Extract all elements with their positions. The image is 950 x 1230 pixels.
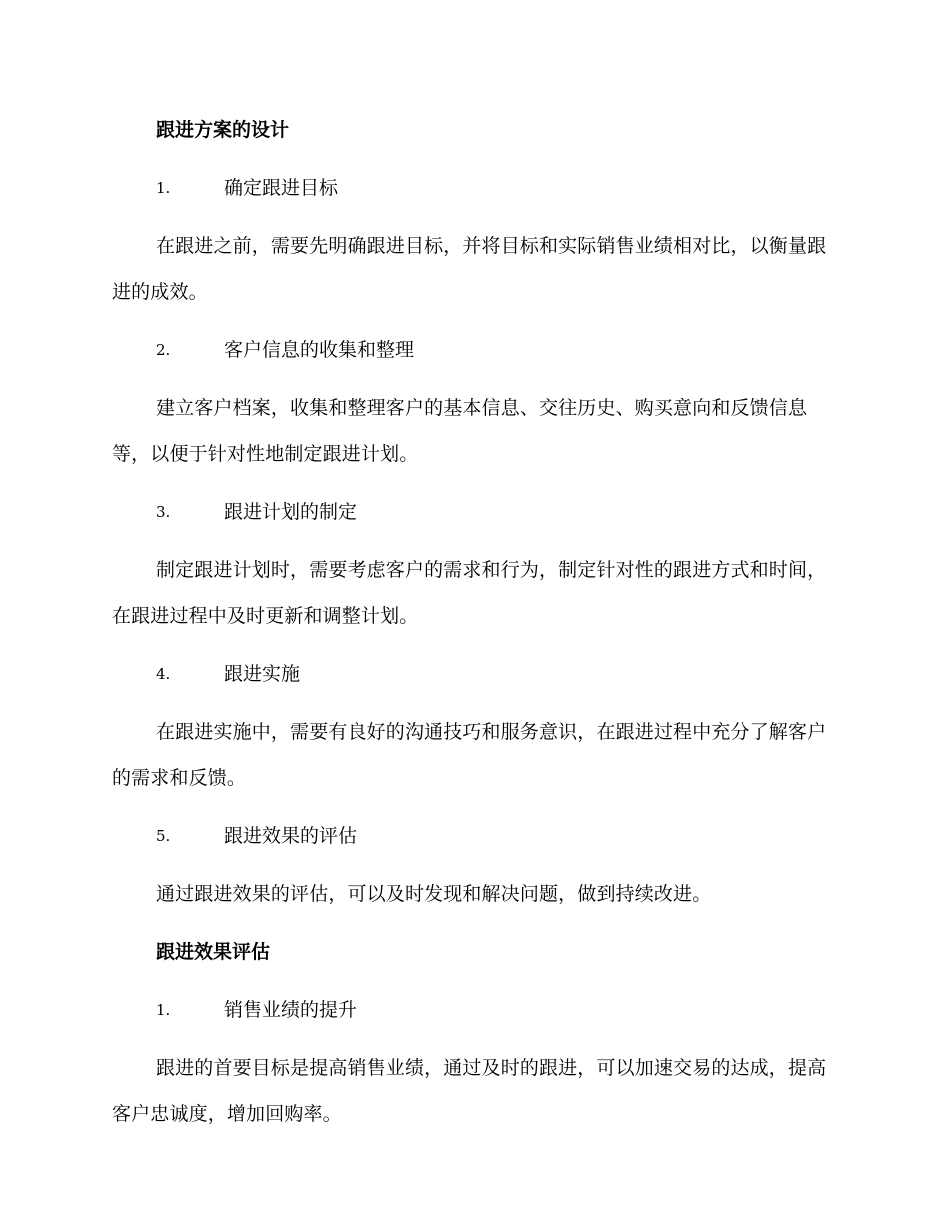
section-heading: 跟进方案的设计 (156, 119, 290, 141)
numbered-item (156, 498, 832, 526)
section-heading: 跟进效果评估 (156, 941, 271, 963)
item-number: 5. (156, 827, 171, 845)
item-title: 销售业绩的提升 (224, 999, 358, 1021)
paragraph: 建立客户档案，收集和整理客户的基本信息、交往历史、购买意向和反馈信息等，以便于针对性地制定跟进计划。 (112, 397, 808, 465)
item-number: 3. (156, 503, 171, 521)
paragraph: 通过跟进效果的评估，可以及时发现和解决问题，做到持续改进。 (156, 883, 712, 905)
item-number: 4. (156, 665, 171, 683)
item-number: 2. (156, 341, 171, 359)
numbered-item (156, 336, 832, 364)
document-body (112, 116, 832, 1158)
paragraph: 在跟进之前，需要先明确跟进目标，并将目标和实际销售业绩相对比，以衡量跟进的成效。 (112, 235, 827, 303)
item-number: 1. (156, 179, 171, 197)
numbered-item (156, 822, 832, 850)
item-title: 跟进效果的评估 (224, 825, 358, 847)
item-title: 跟进计划的制定 (224, 501, 358, 523)
numbered-item (156, 174, 832, 202)
paragraph: 制定跟进计划时，需要考虑客户的需求和行为，制定针对性的跟进方式和时间，在跟进过程中及时更新和调整计划。 (112, 559, 827, 627)
paragraph: 在跟进实施中，需要有良好的沟通技巧和服务意识，在跟进过程中充分了解客户的需求和反馈。 (112, 721, 827, 789)
item-title: 客户信息的收集和整理 (224, 339, 415, 361)
item-title: 确定跟进目标 (224, 177, 339, 199)
item-title: 跟进实施 (224, 663, 301, 685)
item-number: 1. (156, 1001, 171, 1019)
numbered-item (156, 660, 832, 688)
paragraph: 跟进的首要目标是提高销售业绩，通过及时的跟进，可以加速交易的达成，提高客户忠诚度，增加回购率。 (112, 1057, 827, 1125)
numbered-item (156, 996, 832, 1024)
